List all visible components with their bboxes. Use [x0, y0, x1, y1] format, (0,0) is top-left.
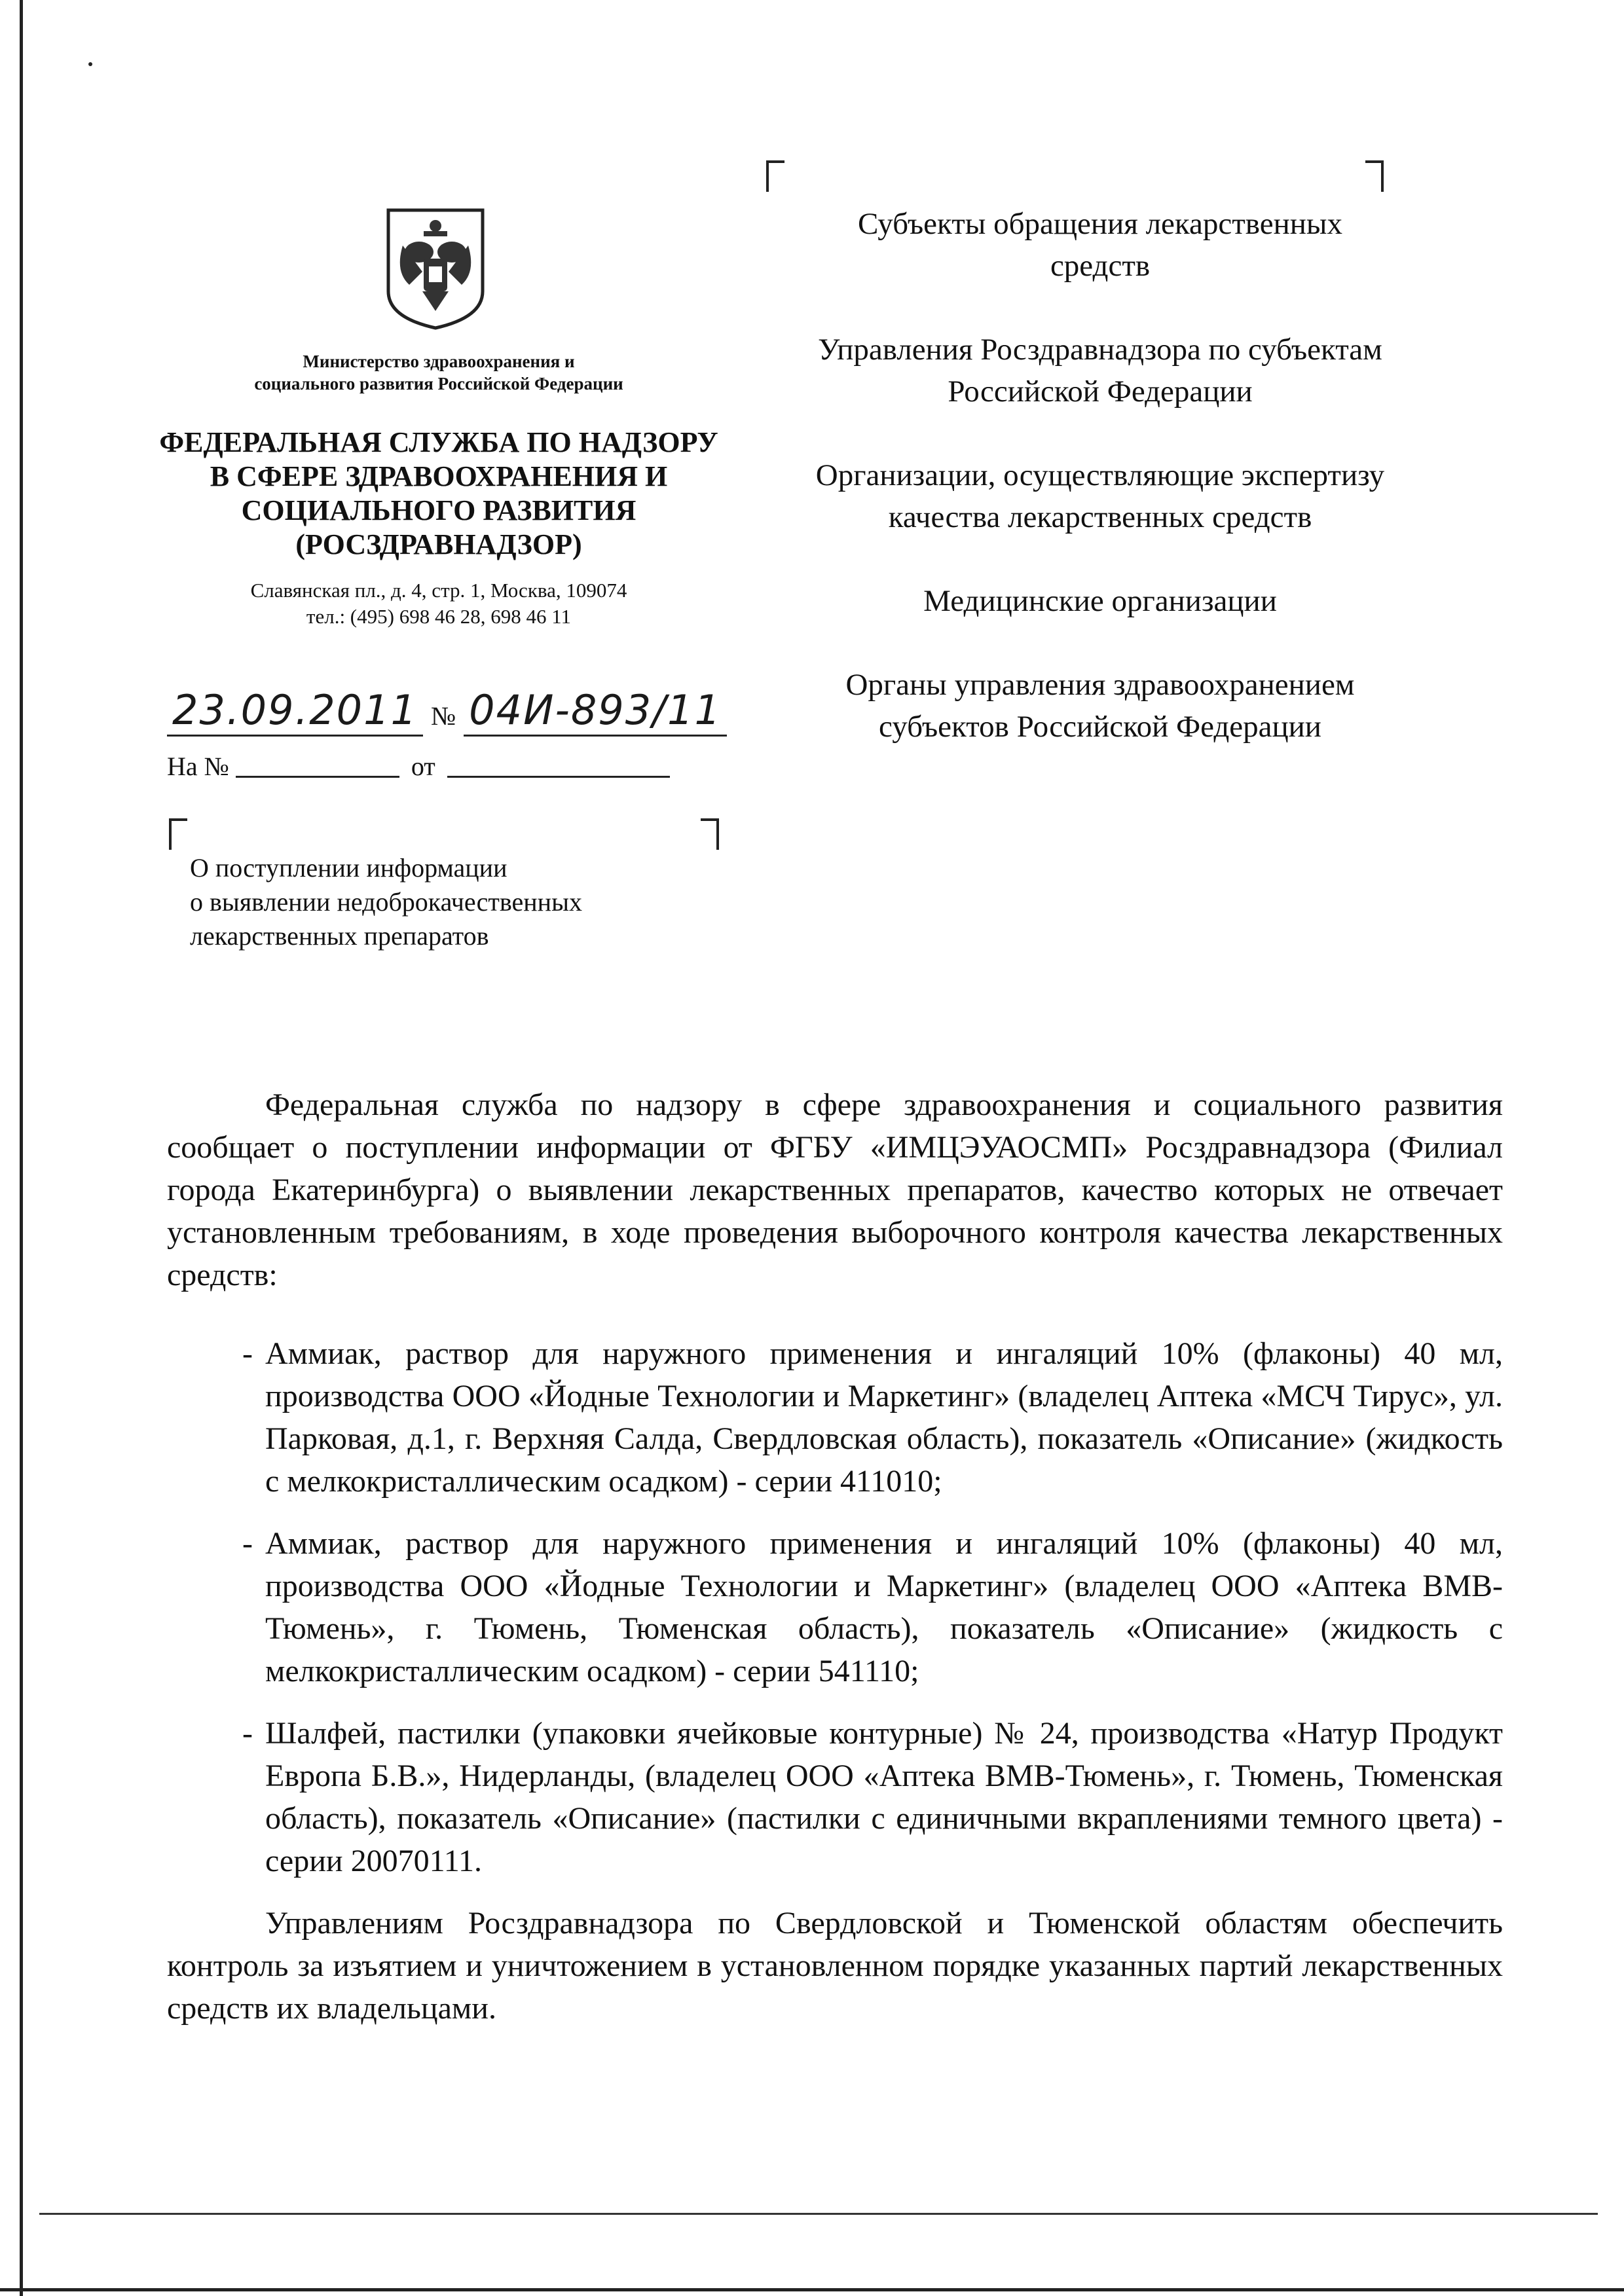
agency-line: В СФЕРЕ ЗДРАВООХРАНЕНИЯ И [210, 460, 668, 492]
subject-line: лекарственных препаратов [190, 921, 489, 951]
scan-border-bottom [0, 2288, 1624, 2291]
ministry-line: социального развития Российской Федерации [254, 374, 623, 393]
list-dash: - [242, 1336, 253, 1371]
agency-line: ФЕДЕРАЛЬНАЯ СЛУЖБА ПО НАДЗОРУ [159, 426, 718, 458]
agency-line: СОЦИАЛЬНОГО РАЗВИТИЯ [241, 494, 637, 526]
list-item [167, 1522, 1503, 1692]
reference-line [167, 750, 743, 782]
ministry-line: Министерство здравоохранения и [303, 352, 575, 371]
reference-date-blank [447, 750, 670, 778]
addressee: Субъекты обращения лекарственных средств [858, 207, 1342, 283]
addressee-list [805, 203, 1395, 790]
letter-subject [190, 851, 714, 953]
list-item [167, 1712, 1503, 1882]
defect-list [167, 1332, 1503, 1882]
coat-of-arms-icon [383, 206, 488, 331]
phone-line: тел.: (495) 698 46 28, 698 46 11 [306, 605, 572, 628]
addressee: Организации, осуществляющие экспертизу качества лекарственных средств [815, 458, 1385, 534]
subject-bracket-right [701, 818, 719, 850]
scan-line-bottom [39, 2213, 1598, 2215]
address-line: Славянская пл., д. 4, стр. 1, Москва, 109074 [250, 579, 627, 602]
list-item-text: Аммиак, раствор для наружного применения и ингаляций 10% (флаконы) 40 мл, производства ООО «Йодные Технологии и Маркетинг» (владелец Аптека «МСЧ Тирус», ул. Парковая, д.1, г. Верхняя Салда, Свердловская область), показатель «Описание» (жидкость с мелкокристаллическим осадком) - серии 411010; [265, 1336, 1503, 1499]
body-closing: Управлениям Росздравнадзора по Свердловской и Тюменской областям обеспечить контроль за изъятием и уничтожением в установленном порядке указанных партий лекарственных средств их владельцами. [167, 1906, 1503, 2026]
list-item-text: Аммиак, раствор для наружного применения и ингаляций 10% (флаконы) 40 мл, производства ООО «Йодные Технологии и Маркетинг» (владелец ООО «Аптека ВМВ-Тюмень», г. Тюмень, Тюменская область), показатель «Описание» (жидкость с мелкокристаллическим осадком) - серии 541110; [265, 1526, 1503, 1688]
letter-body [167, 1084, 1503, 2030]
addressee-bracket-right [1365, 160, 1384, 192]
document-date: 23.09.2011 [167, 687, 423, 737]
body-intro: Федеральная служба по надзору в сфере здравоохранения и социального развития сообщает о поступлении информации от ФГБУ «ИМЦЭУАОСМП» Росздравнадзора (Филиал города Екатеринбурга) о выявлении лекарственных препаратов, качество которых не отвечает установленным требованиям, в ходе проведения выборочного контроля качества лекарственных средств: [167, 1087, 1503, 1292]
addressee: Медицинские организации [923, 584, 1277, 618]
subject-line: о выявлении недоброкачественных [190, 887, 582, 917]
agency-name [111, 426, 766, 562]
list-item-text: Шалфей, пастилки (упаковки ячейковые контурные) № 24, производства «Натур Продукт Европа Б.В.», Нидерланды, (владелец ООО «Аптека ВМВ-Тюмень», г. Тюмень, Тюменская область), показатель «Описание» (пастилки с единичными вкраплениями темного цвета) - серии 20070111. [265, 1716, 1503, 1878]
list-dash: - [242, 1716, 253, 1751]
scan-dot [88, 62, 92, 66]
ministry-name [144, 350, 733, 395]
addressee: Органы управления здравоохранением субъектов Российской Федерации [845, 668, 1355, 744]
addressee-bracket-left [766, 160, 784, 192]
document-number: 04И-893/11 [464, 687, 727, 737]
reference-date-label: от [411, 752, 435, 781]
subject-bracket-left [169, 818, 187, 850]
reference-label: На № [167, 752, 229, 781]
subject-line: О поступлении информации [190, 853, 507, 883]
agency-address [144, 577, 733, 630]
number-sign: № [431, 701, 456, 731]
scan-border-left [20, 0, 23, 2296]
agency-line: (РОСЗДРАВНАДЗОР) [295, 528, 582, 560]
list-dash: - [242, 1526, 253, 1561]
reference-number-blank [236, 750, 399, 778]
addressee: Управления Росздравнадзора по субъектам Российской Федерации [818, 333, 1382, 409]
document-date-number [167, 678, 743, 737]
list-item [167, 1332, 1503, 1503]
